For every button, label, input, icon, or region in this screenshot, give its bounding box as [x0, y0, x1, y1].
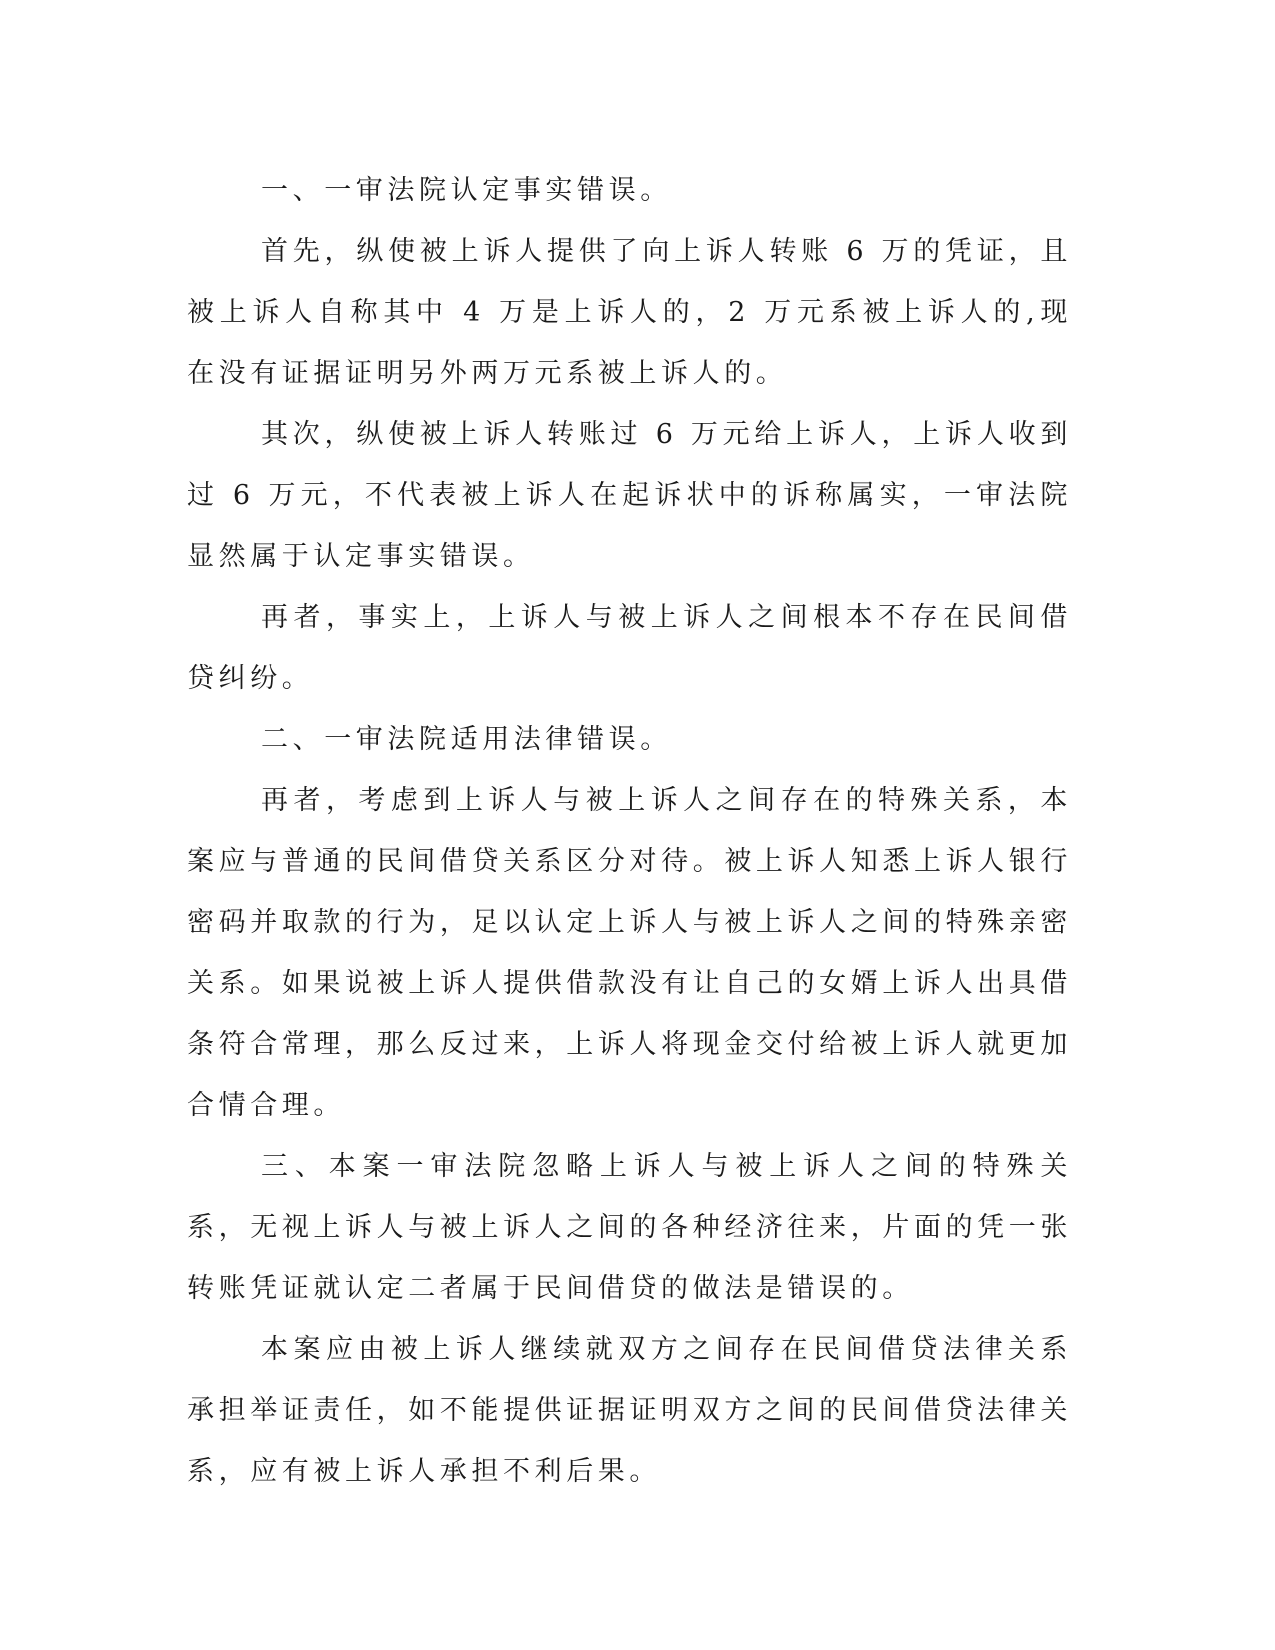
heading-ignored-relationship: 三、本案一审法院忽略上诉人与被上诉人之间的特殊关系，无视上诉人与被上诉人之间的各种经济往来，片面的凭一张转账凭证就认定二者属于民间借贷的做法是错误的。 — [187, 1151, 1072, 1304]
paragraph-burden-of-proof: 本案应由被上诉人继续就双方之间存在民间借贷法律关系承担举证责任，如不能提供证据证明双方之间的民间借贷法律关系，应有被上诉人承担不利后果。 — [187, 1334, 1072, 1487]
heading-fact-error: 一、一审法院认定事实错误。 — [261, 175, 672, 206]
document-body — [187, 160, 1072, 1502]
paragraph-second: 其次，纵使被上诉人转账过 6 万元给上诉人，上诉人收到过 6 万元，不代表被上诉人在起诉状中的诉称属实，一审法院显然属于认定事实错误。 — [187, 419, 1072, 572]
paragraph-special-relationship: 再者，考虑到上诉人与被上诉人之间存在的特殊关系，本案应与普通的民间借贷关系区分对待。被上诉人知悉上诉人银行密码并取款的行为，足以认定上诉人与被上诉人之间的特殊亲密关系。如果说被上诉人提供借款没有让自己的女婿上诉人出具借条符合常理，那么反过来，上诉人将现金交付给被上诉人就更加合情合理。 — [187, 785, 1072, 1121]
paragraph-third: 再者，事实上，上诉人与被上诉人之间根本不存在民间借贷纠纷。 — [187, 602, 1072, 694]
heading-law-error: 二、一审法院适用法律错误。 — [261, 724, 672, 755]
paragraph-first: 首先，纵使被上诉人提供了向上诉人转账 6 万的凭证，且被上诉人自称其中 4 万是上诉人的，2 万元系被上诉人的,现在没有证据证明另外两万元系被上诉人的。 — [187, 236, 1072, 389]
